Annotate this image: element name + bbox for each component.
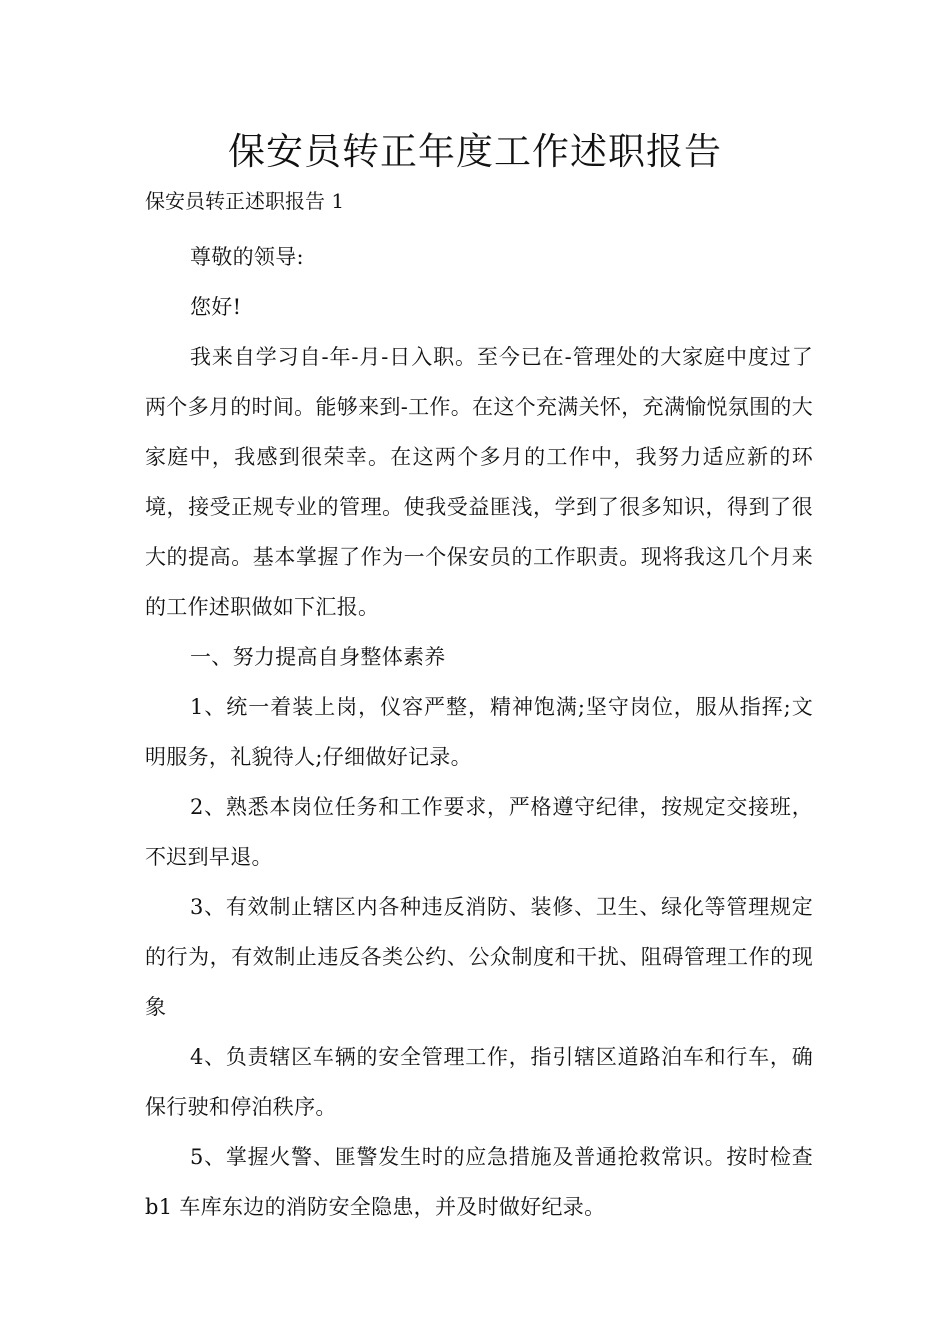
document-body — [145, 232, 813, 1232]
list-item: 2、熟悉本岗位任务和工作要求，严格遵守纪律，按规定交接班，不迟到早退。 — [145, 795, 813, 869]
list-item: 3、有效制止辖区内各种违反消防、装修、卫生、绿化等管理规定的行为，有效制止违反各类公约、公众制度和干扰、阻碍管理工作的现象 — [145, 895, 813, 1019]
list-item: 4、负责辖区车辆的安全管理工作，指引辖区道路泊车和行车，确保行驶和停泊秩序。 — [145, 1045, 813, 1119]
salutation: 尊敬的领导: — [190, 245, 304, 269]
document-title: 保安员转正年度工作述职报告 — [228, 130, 722, 173]
list-item: 5、掌握火警、匪警发生时的应急措施及普通抢救常识。按时检查 b1 车库东边的消防安全隐患，并及时做好纪录。 — [145, 1145, 813, 1219]
greeting: 您好! — [190, 295, 242, 319]
intro-paragraph: 我来自学习自-年-月-日入职。至今已在-管理处的大家庭中度过了两个多月的时间。能够来到-工作。在这个充满关怀，充满愉悦氛围的大家庭中，我感到很荣幸。在这两个多月的工作中，我努力适应新的环境，接受正规专业的管理。使我受益匪浅，学到了很多知识，得到了很大的提高。基本掌握了作为一个保安员的工作职责。现将我这几个月来的工作述职做如下汇报。 — [145, 345, 813, 619]
document-subtitle: 保安员转正述职报告 1 — [145, 189, 345, 213]
list-item: 1、统一着装上岗，仪容严整，精神饱满;坚守岗位，服从指挥;文明服务，礼貌待人;仔细做好记录。 — [145, 695, 813, 769]
section-heading: 一、努力提高自身整体素养 — [190, 645, 446, 669]
